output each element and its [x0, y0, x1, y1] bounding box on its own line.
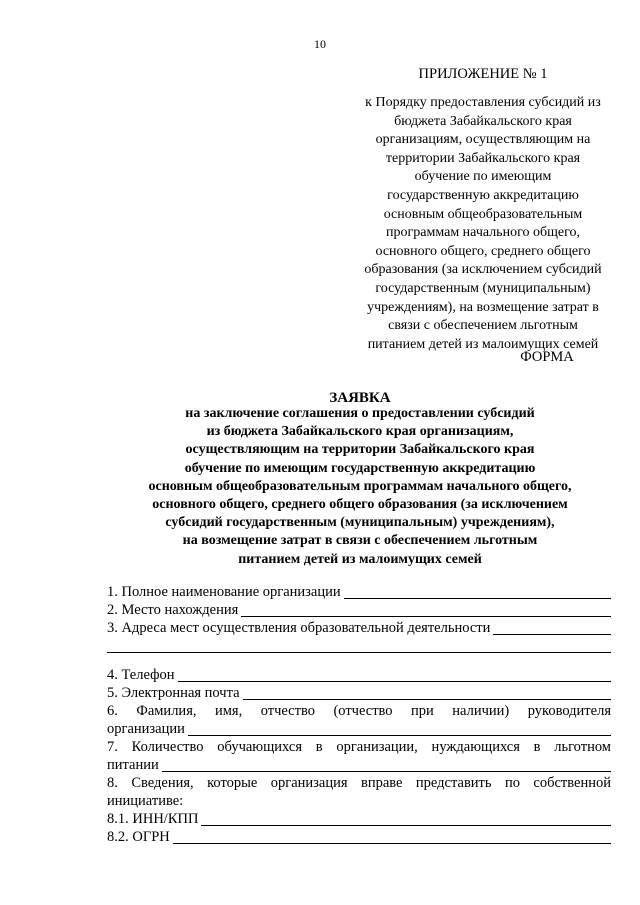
field-students-label-line1: 7. Количество обучающихся в организации, нуждающихся в льготном — [107, 739, 611, 755]
field-org-name — [107, 583, 611, 601]
annex-subtitle-line: территории Забайкальского края — [385, 150, 581, 166]
field-ogrn — [107, 828, 611, 846]
annex-subtitle-line: государственным (муниципальным) — [375, 280, 591, 296]
request-form — [107, 583, 611, 846]
request-subtitle-line: основным общеобразовательным программам начального общего, — [148, 478, 572, 494]
field-addresses-label: 3. Адреса мест осуществления образовательной деятельности — [107, 620, 491, 636]
field-addresses-continuation — [107, 637, 611, 655]
annex-subtitle-line: учреждениям), на возмещение затрат в — [367, 299, 599, 315]
annex-subtitle-line: бюджета Забайкальского края — [394, 113, 572, 129]
annex-subtitle-line: государственную аккредитацию — [387, 187, 579, 203]
field-extra-info-line2: инициативе: — [107, 793, 184, 809]
field-addresses — [107, 619, 611, 637]
field-students — [107, 756, 611, 774]
request-title: ЗАЯВКА — [329, 390, 391, 406]
annex-subtitle-line: образования (за исключением субсидий — [364, 262, 602, 278]
field-phone-label: 4. Телефон — [107, 667, 175, 683]
addresses-blank-2[interactable] — [107, 638, 611, 653]
field-org-name-label: 1. Полное наименование организации — [107, 584, 341, 600]
field-inn-kpp-label: 8.1. ИНН/КПП — [107, 811, 199, 827]
annex-subtitle-line: к Порядку предоставления субсидий из — [365, 95, 601, 110]
field-inn-kpp — [107, 810, 611, 828]
request-subtitle-line: осуществляющим на территории Забайкальского края — [185, 442, 535, 458]
field-location — [107, 601, 611, 619]
annex-subtitle-line: программам начального общего, — [386, 225, 580, 241]
request-subtitle — [100, 405, 620, 569]
field-email — [107, 684, 611, 702]
phone-blank[interactable] — [178, 667, 612, 682]
request-subtitle-line: на возмещение затрат в связи с обеспечением льготным — [182, 533, 538, 549]
annex-subtitle-line: основного общего, среднего общего — [375, 243, 591, 259]
field-head-label-line2: организации — [107, 721, 185, 737]
annex-subtitle-line: обучение по имеющим — [414, 169, 552, 185]
annex-title: ПРИЛОЖЕНИЕ № 1 — [418, 66, 548, 82]
form-label: ФОРМА — [520, 349, 574, 365]
location-blank[interactable] — [241, 602, 611, 617]
request-subtitle-line: основного общего, среднего общего образования (за исключением — [152, 497, 568, 513]
request-subtitle-line: обучение по имеющим государственную аккредитацию — [184, 460, 536, 476]
ogrn-blank[interactable] — [173, 829, 611, 844]
addresses-blank[interactable] — [493, 620, 611, 635]
head-blank[interactable] — [188, 721, 611, 736]
annex-subtitle-line: питанием детей из малоимущих семей — [367, 336, 599, 352]
annex-subtitle — [344, 94, 622, 354]
request-subtitle-line: питанием детей из малоимущих семей — [238, 551, 482, 567]
field-email-label: 5. Электронная почта — [107, 685, 240, 701]
field-location-label: 2. Место нахождения — [107, 602, 239, 618]
annex-subtitle-line: основным общеобразовательным — [383, 206, 583, 222]
field-ogrn-label: 8.2. ОГРН — [107, 829, 170, 845]
email-blank[interactable] — [243, 685, 611, 700]
request-subtitle-line: из бюджета Забайкальского края организациям, — [206, 424, 514, 440]
annex-subtitle-line: связи с обеспечением льготным — [388, 318, 578, 334]
page-number: 10 — [314, 37, 326, 51]
request-subtitle-line: на заключение соглашения о предоставлении субсидий — [185, 406, 535, 421]
inn-kpp-blank[interactable] — [201, 811, 611, 826]
field-head-label-line1: 6. Фамилия, имя, отчество (отчество при наличии) руководителя — [107, 703, 611, 719]
students-blank[interactable] — [162, 757, 611, 772]
field-extra-info-line1: 8. Сведения, которые организация вправе представить по собственной — [107, 775, 611, 791]
field-phone — [107, 666, 611, 684]
request-subtitle-line: субсидий государственным (муниципальным) учреждениям), — [165, 515, 555, 531]
field-students-label-line2: питании — [107, 757, 159, 773]
org-name-blank[interactable] — [344, 584, 611, 599]
annex-subtitle-line: организациям, осуществляющим на — [375, 132, 591, 148]
field-head — [107, 720, 611, 738]
